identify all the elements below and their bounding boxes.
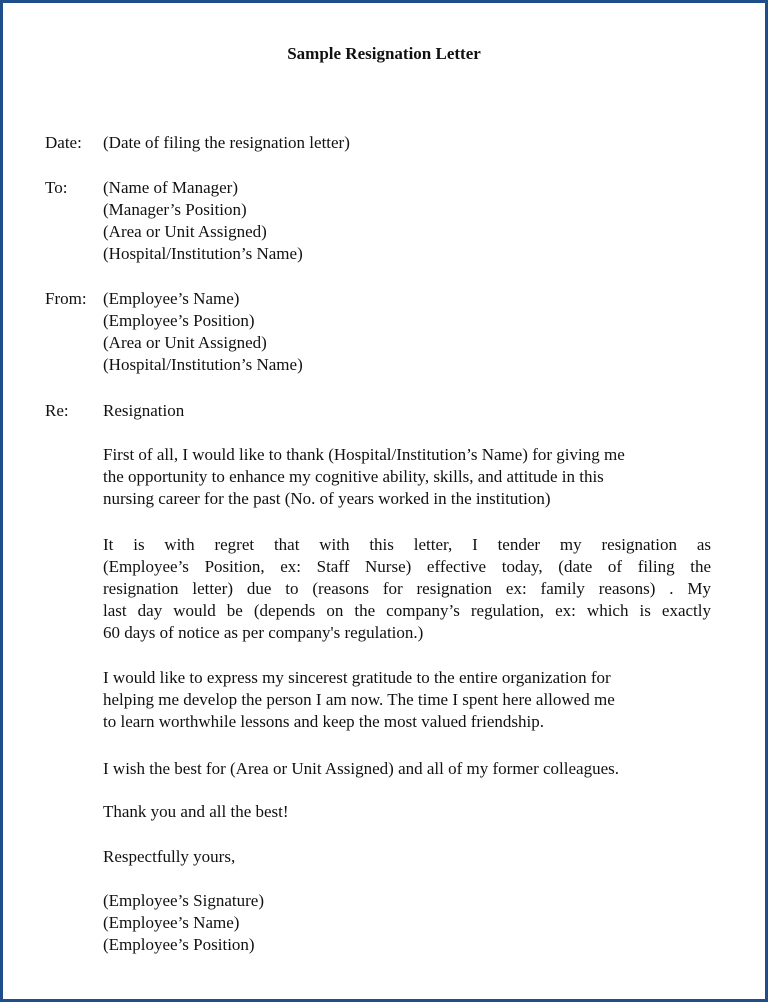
to-lines: [103, 177, 725, 265]
paragraph-line: It is with regret that with this letter, I tender my resignation as: [103, 535, 711, 554]
employee-position: (Employee’s Position): [103, 935, 255, 954]
paragraph-line: (Employee’s Position, ex: Staff Nurse) effective today, (date of filing the: [103, 557, 711, 576]
to-block: [45, 177, 725, 265]
date-value: (Date of filing the resignation letter): [103, 133, 350, 152]
paragraph-line: I wish the best for (Area or Unit Assigned) and all of my former colleagues.: [103, 759, 619, 778]
re-value: Resignation: [103, 401, 185, 420]
salutation-text: Respectfully yours,: [103, 847, 236, 866]
paragraph-line: to learn worthwhile lessons and keep the most valued friendship.: [103, 712, 544, 731]
from-area-unit: (Area or Unit Assigned): [103, 333, 267, 352]
employee-name: (Employee’s Name): [103, 913, 240, 932]
to-area-unit: (Area or Unit Assigned): [103, 222, 267, 241]
from-label: From:: [45, 289, 87, 308]
paragraph-line: 60 days of notice as per company's regulation.): [103, 623, 424, 642]
signature-block: [103, 890, 711, 956]
closing-salutation: [103, 846, 711, 868]
from-employee-position: (Employee’s Position): [103, 311, 255, 330]
from-block: [45, 288, 725, 376]
paragraph-best-wishes: [103, 758, 711, 780]
to-label: To:: [45, 178, 68, 197]
paragraph-thanks: [103, 444, 711, 510]
to-institution: (Hospital/Institution’s Name): [103, 244, 303, 263]
paragraph-resignation: [103, 534, 711, 644]
to-manager-name: (Name of Manager): [103, 178, 238, 197]
from-lines: [103, 288, 725, 376]
date-row: [45, 132, 725, 154]
paragraph-line: resignation letter) due to (reasons for resignation ex: family reasons) . My: [103, 579, 711, 598]
re-row: [45, 400, 725, 422]
to-manager-position: (Manager’s Position): [103, 200, 247, 219]
paragraph-line: nursing career for the past (No. of years worked in the institution): [103, 489, 551, 508]
date-label: Date:: [45, 133, 82, 152]
from-institution: (Hospital/Institution’s Name): [103, 355, 303, 374]
from-employee-name: (Employee’s Name): [103, 289, 240, 308]
paragraph-line: I would like to express my sincerest gratitude to the entire organization for: [103, 668, 611, 687]
paragraph-line: helping me develop the person I am now. The time I spent here allowed me: [103, 690, 615, 709]
paragraph-thank-you: [103, 801, 711, 823]
paragraph-line: last day would be (depends on the company’s regulation, ex: which is exactly: [103, 601, 711, 620]
paragraph-line: the opportunity to enhance my cognitive ability, skills, and attitude in this: [103, 467, 604, 486]
paragraph-line: Thank you and all the best!: [103, 802, 289, 821]
paragraph-gratitude: [103, 667, 711, 733]
employee-signature: (Employee’s Signature): [103, 891, 264, 910]
document-title: Sample Resignation Letter: [287, 44, 481, 63]
re-label: Re:: [45, 401, 69, 420]
paragraph-line: First of all, I would like to thank (Hospital/Institution’s Name) for giving me: [103, 445, 625, 464]
